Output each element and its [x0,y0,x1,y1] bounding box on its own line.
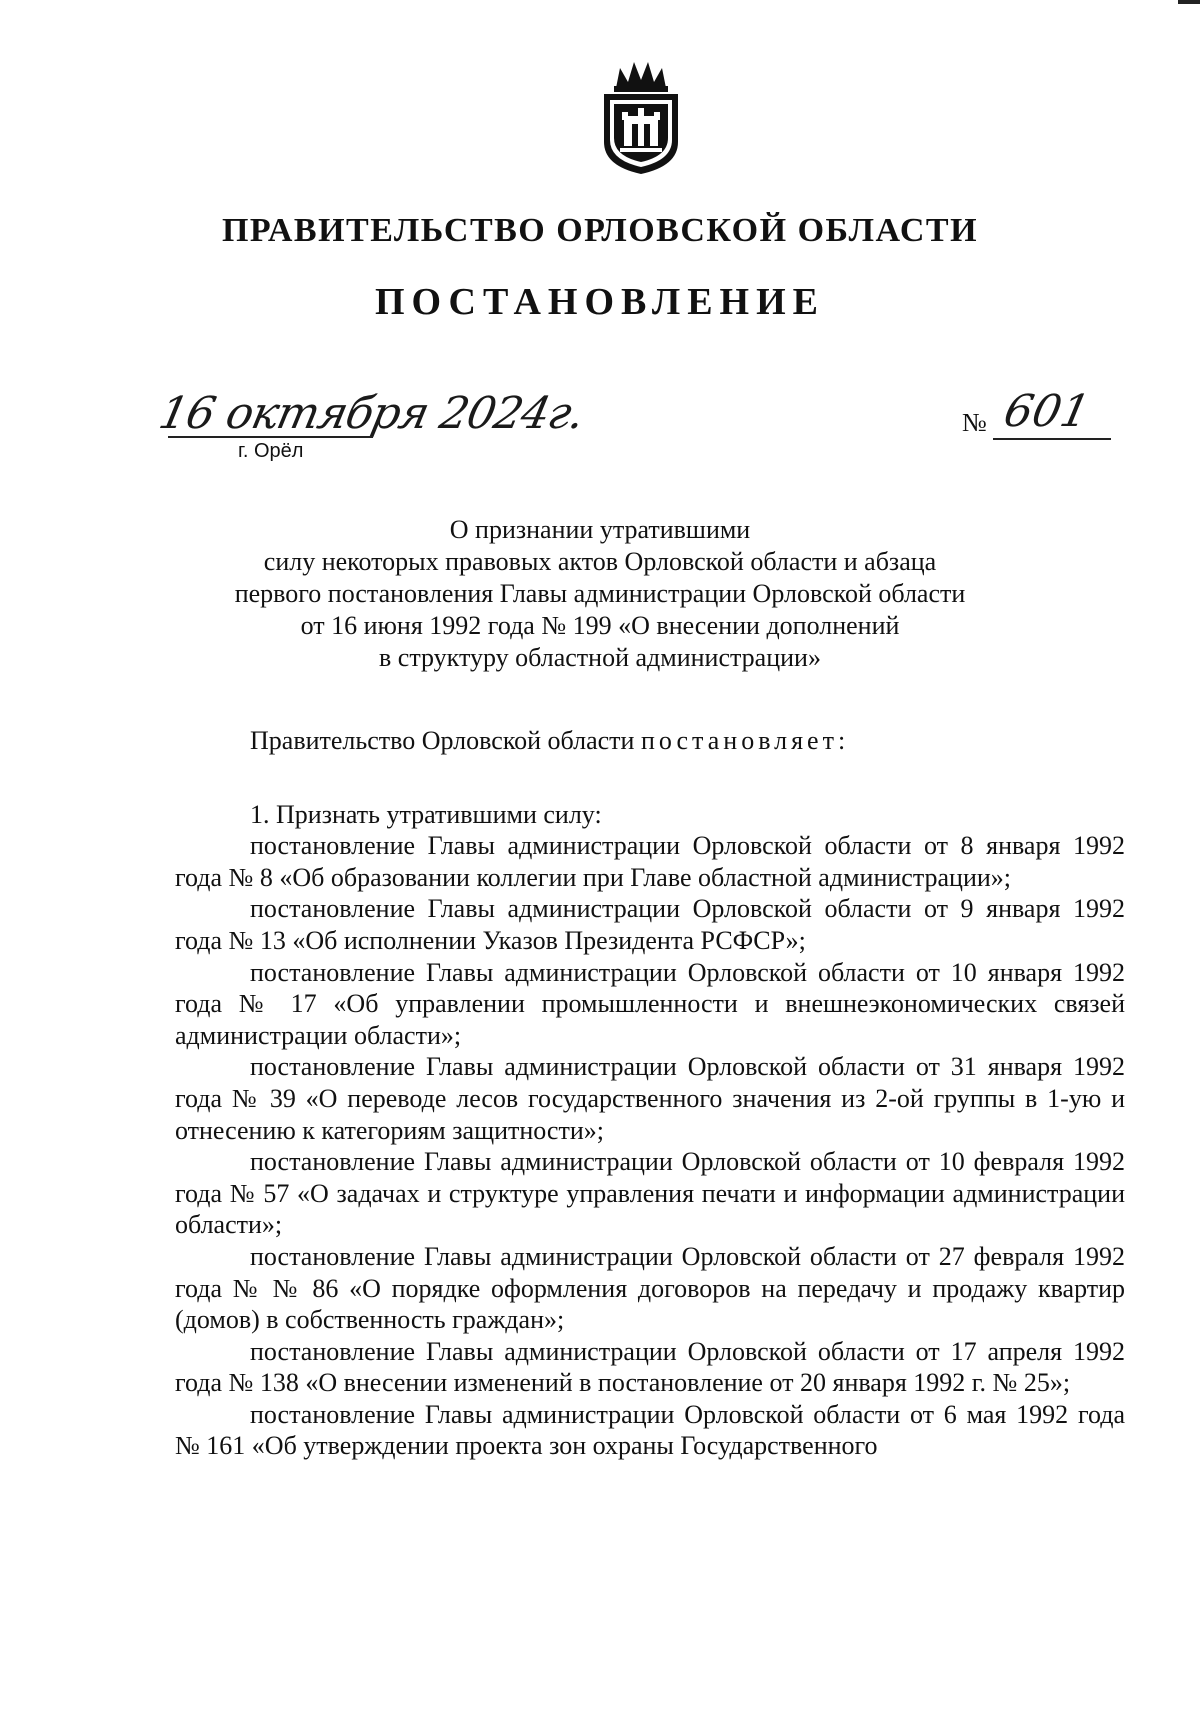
list-item: постановление Главы администрации Орловской области от 8 января 1992 года № 8 «Об образовании коллегии при Главе областной администрации»; [175,831,1125,892]
handwritten-number: 601 [999,386,1095,437]
list-item: постановление Главы администрации Орловской области от 9 января 1992 года № 13 «Об исполнении Указов Президента РСФСР»; [175,894,1125,955]
handwritten-date: 16 октября 2024г. [154,388,589,439]
clause-heading: 1. Признать утратившими силу: [250,799,602,829]
list-item: постановление Главы администрации Орловской области от 27 февраля 1992 года № № 86 «О порядке оформления договоров на передачу и продажу квартир (домов) в собственность граждан»; [175,1241,1125,1335]
date-underline [168,436,373,438]
number-label: № [962,408,987,437]
intro-paragraph [175,725,1125,757]
document-body [175,725,1125,1462]
subject-line: силу некоторых правовых актов Орловской области и абзаца [263,547,937,576]
scan-edge-mark [1178,0,1200,4]
subject-line: О признании утратившими [449,515,751,544]
number-underline [993,438,1111,440]
list-item: постановление Главы администрации Орловской области от 6 мая 1992 года № 161 «Об утверждении проекта зон охраны Государственного [175,1399,1125,1461]
intro-action: постановляет: [640,726,850,755]
city-label: г. Орёл [238,440,304,462]
government-name: ПРАВИТЕЛЬСТВО ОРЛОВСКОЙ ОБЛАСТИ [221,212,979,249]
document-type-title: ПОСТАНОВЛЕНИЕ [374,281,826,323]
intro-text: Правительство Орловской области [250,726,641,755]
subject-line: первого постановления Главы администрации Орловской области [234,579,966,608]
list-item: постановление Главы администрации Орловской области от 31 января 1992 года № 39 «О переводе лесов государственного значения из 2-ой группы в 1-ую и отнесению к категориям защитности»; [175,1052,1125,1145]
list-item: постановление Главы администрации Орловской области от 10 января 1992 года № 17 «Об управлении промышленности и внешнеэкономических связей администрации области»; [175,957,1125,1050]
coat-of-arms-icon [598,58,684,176]
subject-line: от 16 июня 1992 года № 199 «О внесении дополнений [300,611,900,640]
document-subject [0,514,1200,674]
list-item: постановление Главы администрации Орловской области от 17 апреля 1992 года № 138 «О внесении изменений в постановление от 20 января 1992 г. № 25»; [175,1336,1125,1398]
subject-line: в структуру областной администрации» [379,643,821,672]
list-item: постановление Главы администрации Орловской области от 10 февраля 1992 года № 57 «О задачах и структуре управления печати и информации администрации области»; [175,1147,1125,1240]
